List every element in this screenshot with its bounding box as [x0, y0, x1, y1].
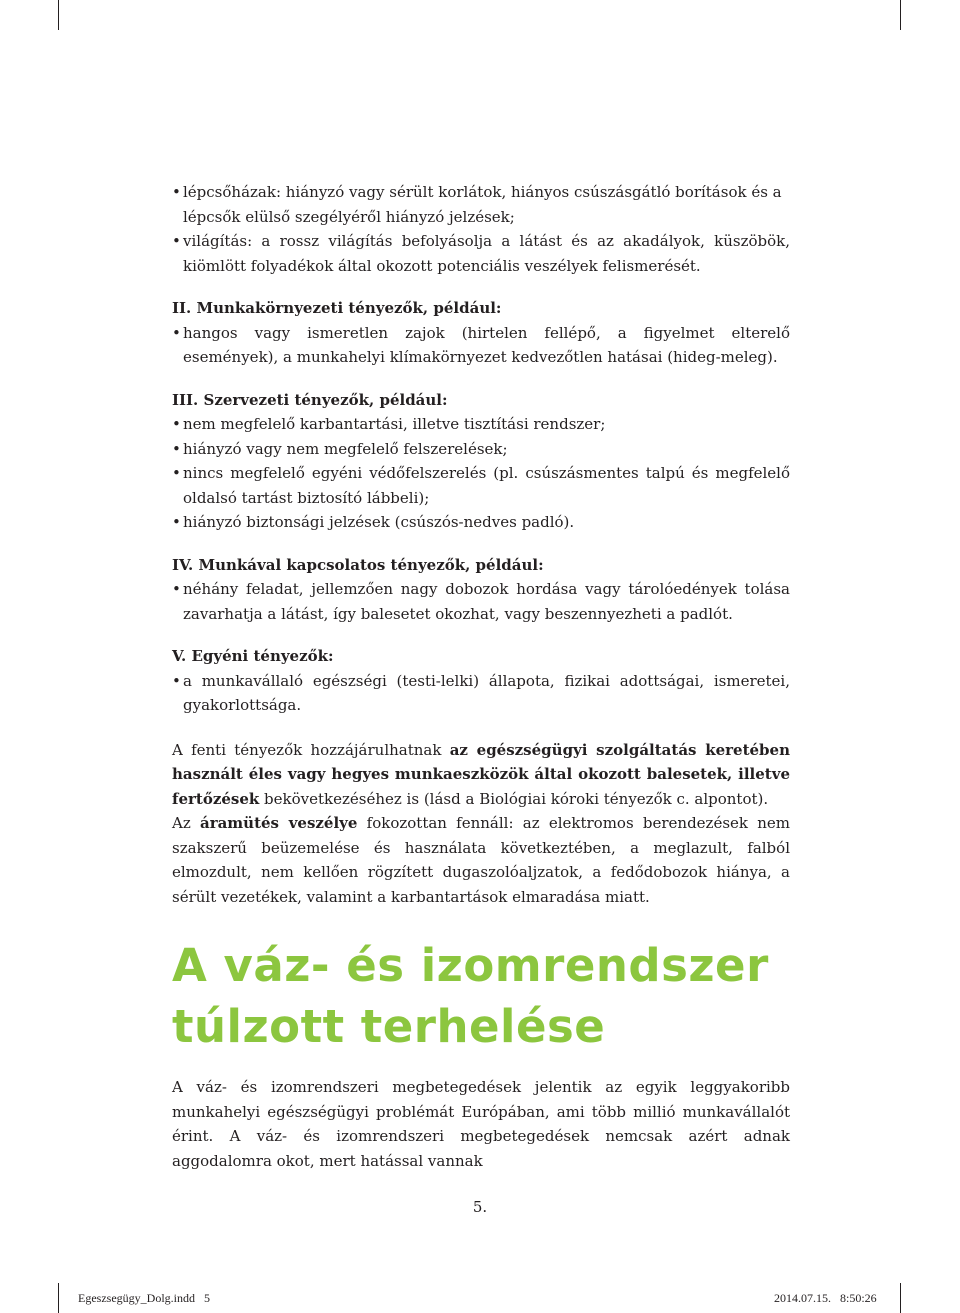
list-item-safety-signs: • hiányzó biztonsági jelzések (csúszós-nedves padló).	[172, 510, 790, 535]
crop-mark-top-right	[900, 0, 901, 30]
section-heading-environment: II. Munkakörnyezeti tényezők, például:	[172, 299, 502, 317]
section-heading-individual: V. Egyéni tényezők:	[172, 647, 334, 665]
paragraph-electric-text-1: Az	[172, 814, 200, 832]
paragraph-sharps	[172, 738, 790, 812]
section-heading-organizational: III. Szervezeti tényezők, például:	[172, 390, 448, 409]
paragraph-sharps-emphasis: az egészségügyi szolgáltatás keretében használt éles vagy hegyes munkaeszközök által okozott balesetek, illetve fertőzések	[172, 740, 790, 808]
list-item-stairs: • lépcsőházak: hiányzó vagy sérült korlátok, hiányos csúszásgátló borítások és a lépcsők elülső szegélyéről hiányzó jelzések;	[172, 180, 790, 229]
crop-mark-bottom-right	[900, 1283, 901, 1313]
crop-mark-bottom-left	[58, 1283, 59, 1313]
crop-mark-top-left	[58, 0, 59, 30]
chapter-title-line-1: A váz- és izomrendszer	[172, 939, 769, 992]
section-heading-work-related: IV. Munkával kapcsolatos tényezők, például:	[172, 555, 544, 574]
list-item-carrying: • néhány feladat, jellemzően nagy dobozok hordása vagy tárolóedények tolása zavarhatja a látást, így balesetet okozhat, vagy beszennyezheti a padlót.	[172, 577, 790, 626]
list-item-maintenance: • nem megfelelő karbantartási, illetve tisztítási rendszer;	[172, 412, 790, 437]
paragraph-musculoskeletal: A váz- és izomrendszeri megbetegedések jelentik az egyik leggyakoribb munkahelyi egészségügyi problémát Európában, ami több millió munkavállalót érint. A váz- és izomrendszeri megbetegedések nemcsak azért adnak aggodalomra okot, mert hatással vannak	[172, 1078, 790, 1170]
list-item-health: • a munkavállaló egészségi (testi-lelki) állapota, fizikai adottságai, ismeretei, gyakorlottsága.	[172, 669, 790, 718]
paragraph-sharps-text-2: bekövetkezéséhez is (lásd a Biológiai kóroki tényezők c. alpontot).	[259, 789, 769, 808]
paragraph-electric-emphasis: áramütés veszélye	[199, 814, 358, 832]
list-item-lighting: • világítás: a rossz világítás befolyásolja a látást és az akadályok, küszöbök, kiömlött folyadékok által okozott potenciális veszélyek felismerését.	[172, 229, 790, 278]
list-item-equipment: • hiányzó vagy nem megfelelő felszerelések;	[172, 437, 790, 462]
chapter-title-line-2: túlzott terhelése	[172, 1000, 606, 1053]
chapter-title	[172, 935, 790, 1057]
page-body	[172, 180, 790, 1173]
slug-date: 2014.07.15. 8:50:26	[774, 1291, 877, 1305]
slug-filename: Egeszsegügy_Dolg.indd 5	[78, 1291, 210, 1305]
paragraph-electric-shock	[172, 811, 790, 909]
page-number: 5.	[472, 1198, 488, 1216]
paragraph-sharps-text-1: A fenti tényezők hozzájárulhatnak	[172, 740, 450, 759]
list-item-noise: • hangos vagy ismeretlen zajok (hirtelen fellépő, a figyelmet elterelő események), a munkahelyi klímakörnyezet kedvezőtlen hatásai (hideg-meleg).	[172, 321, 790, 370]
list-item-protective-gear: • nincs megfelelő egyéni védőfelszerelés (pl. csúszásmentes talpú és megfelelő oldalsó tartást biztosító lábbeli);	[172, 461, 790, 510]
paragraph-electric-text-2: fokozottan fennáll: az elektromos berendezések nem szakszerű beüzemelése és használata következtében, a meglazult, falból elmozdult, nem kellően rögzített dugaszolóaljzatok, a fedődobozok hiánya, a sérült vezetékek, valamint a karbantartások elmaradása miatt.	[172, 814, 790, 906]
